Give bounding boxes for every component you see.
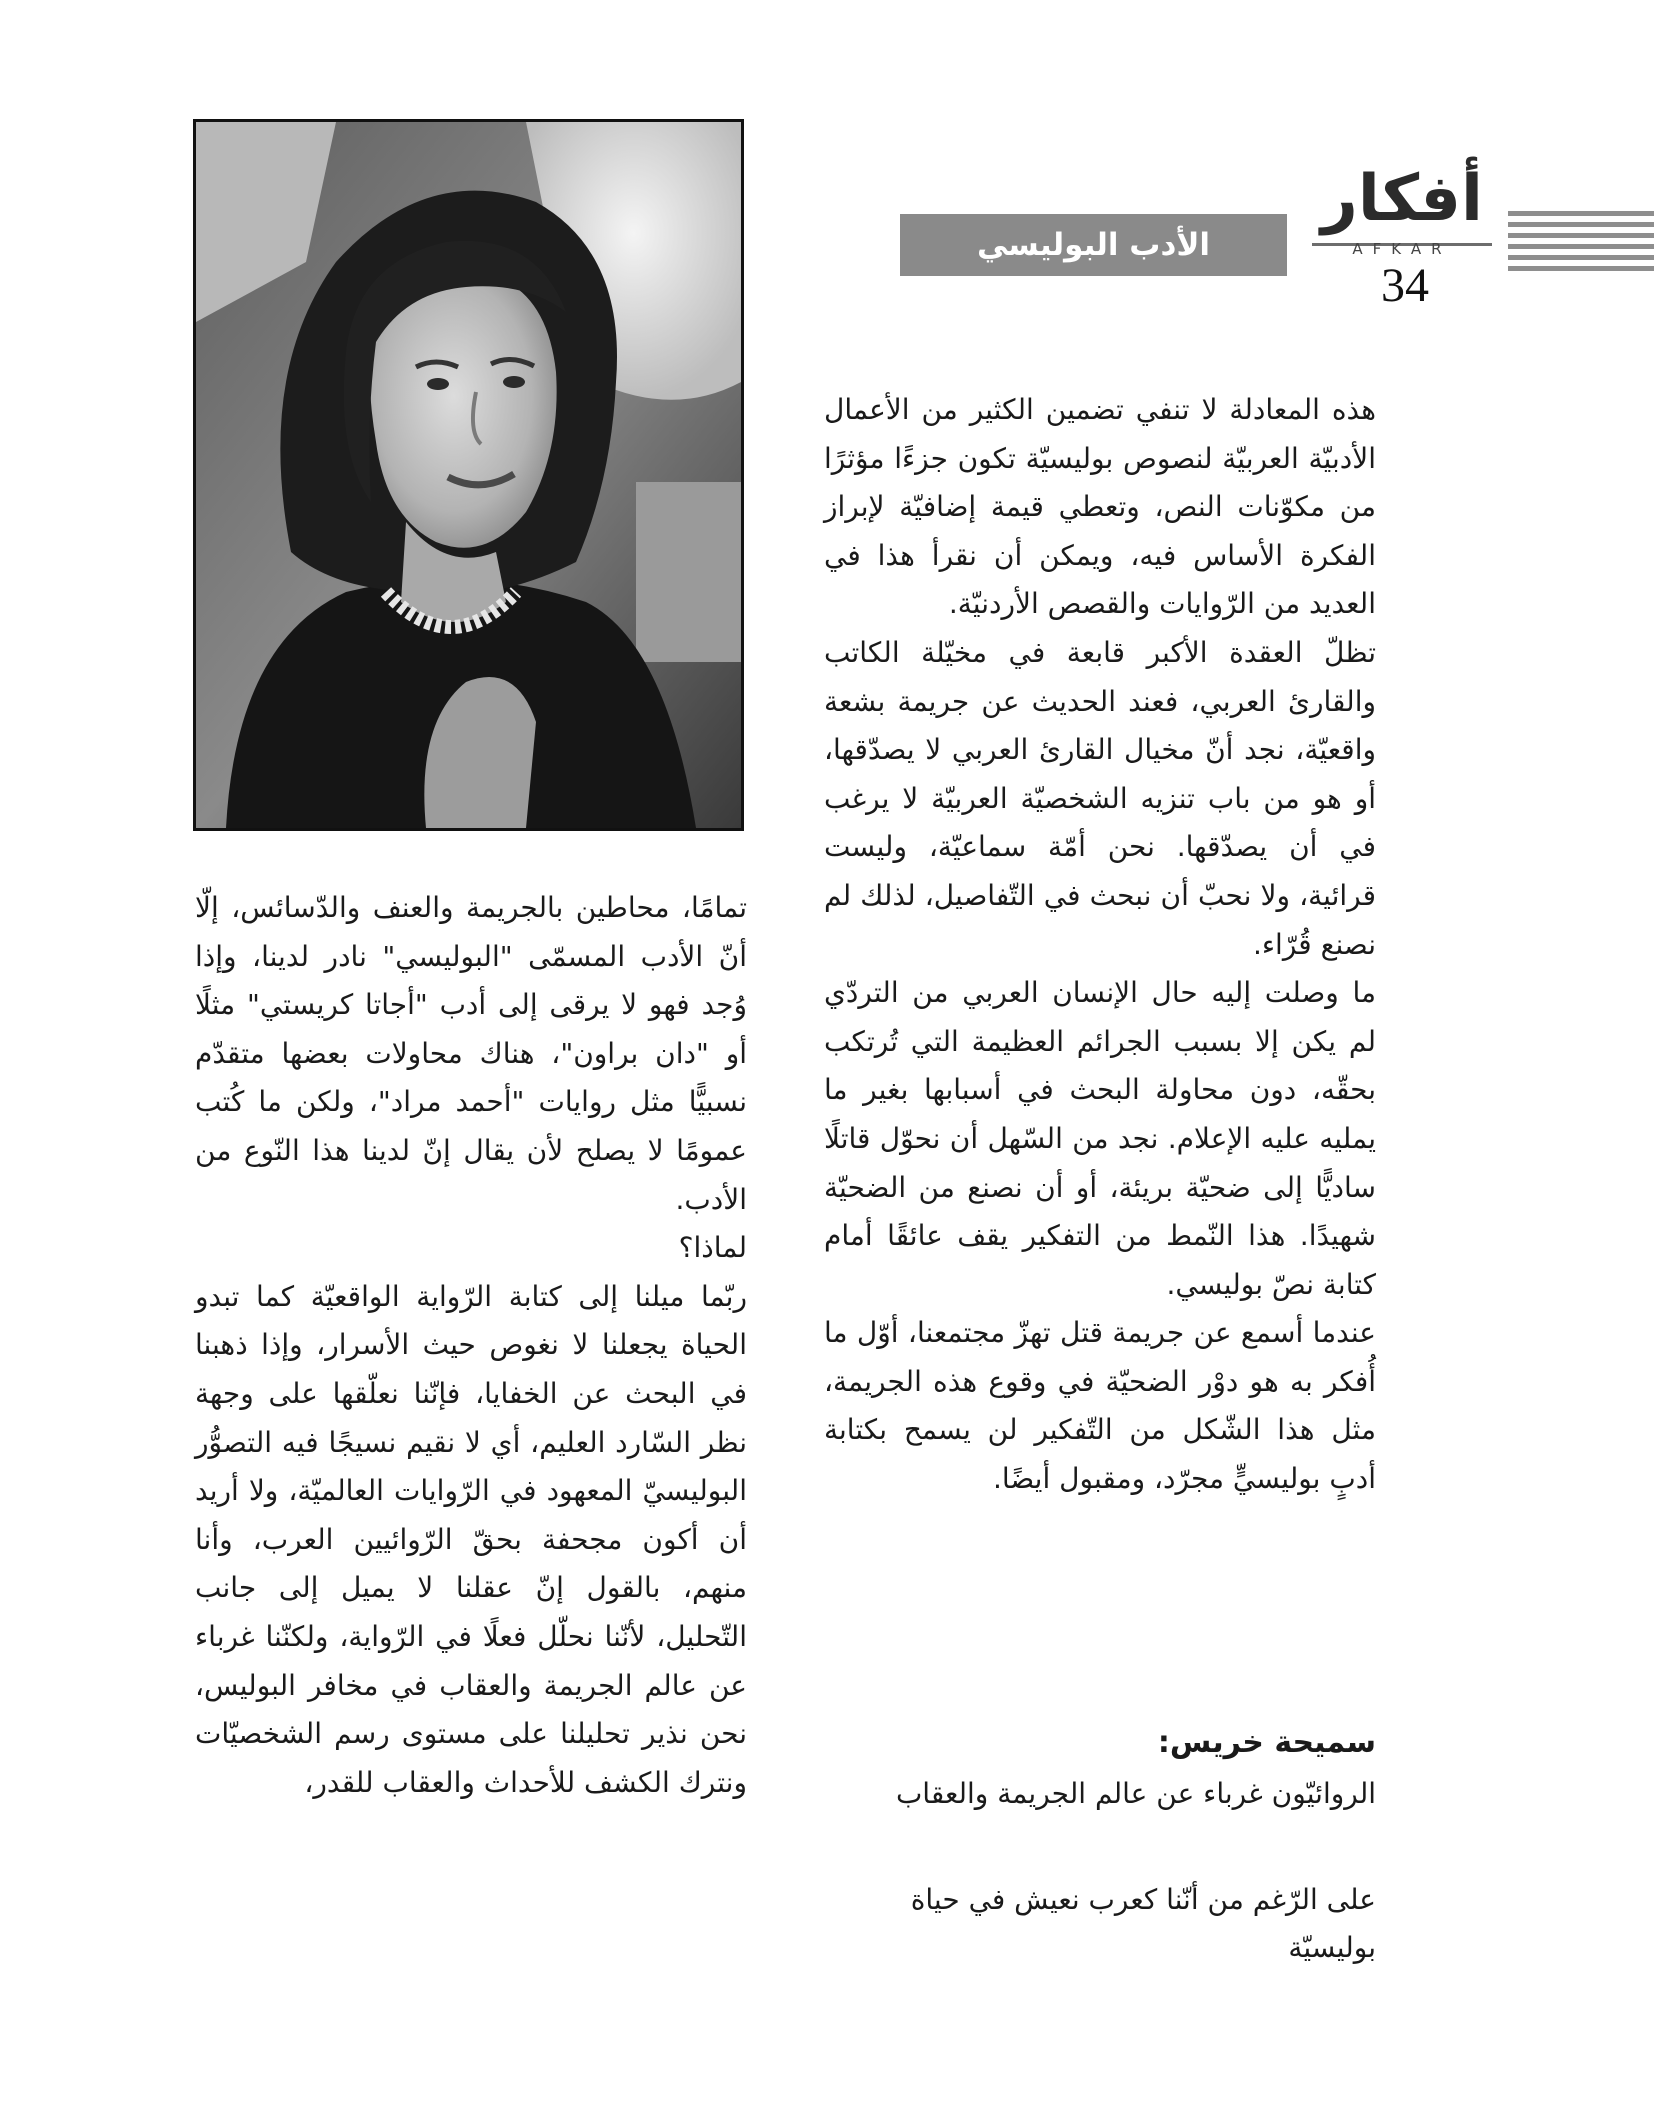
interviewee-byline: سميحة خريس: <box>1157 1725 1376 1760</box>
section-title-banner: الأدب البوليسي <box>900 214 1287 276</box>
subheading: الروائيّون غرباء عن عالم الجريمة والعقاب <box>895 1777 1376 1810</box>
magazine-logo <box>1312 162 1492 258</box>
left-text-column <box>195 884 747 1807</box>
logo-latin: AFKAR <box>1352 240 1452 258</box>
header-stripes-decoration <box>1508 211 1654 275</box>
logo-arabic: أفكار <box>1321 162 1483 236</box>
paragraph: هذه المعادلة لا تنفي تضمين الكثير من الأعمال الأدبيّة العربيّة لنصوص بوليسيّة تكون جزءًا مؤثرًا من مكوّنات النص، وتعطي قيمة إضافيّة لإبراز الفكرة الأساس فيه، ويمكن أن نقرأ هذا في العديد من الرّوايات والقصص الأردنيّة. <box>824 393 1376 621</box>
page-number: 34 <box>1381 259 1429 312</box>
paragraph: عندما أسمع عن جريمة قتل تهزّ مجتمعنا، أوّل ما أُفكر به هو دوْر الضحيّة في وقوع هذه الجريمة، مثل هذا الشّكل من التّفكير لن يسمح بكتابة أدبٍ بوليسيٍّ مجرّد، ومقبول أيضًا. <box>824 1316 1376 1496</box>
paragraph: تمامًا، محاطين بالجريمة والعنف والدّسائس، إلّا أنّ الأدب المسمّى "البوليسي" نادر لدينا، وإذا وُجد فهو لا يرقى إلى أدب "أجاتا كريستي" مثلًا أو "دان براون"، هناك محاولات بعضها متقدّم نسبيًّا مثل روايات "أحمد مراد"، ولكن ما كُتب عمومًا لا يصلح لأن يقال إنّ لدينا هذا النّوع من الأدب. <box>195 891 747 1216</box>
paragraph: ربّما ميلنا إلى كتابة الرّواية الواقعيّة كما تبدو الحياة يجعلنا لا نغوص حيث الأسرار، وإذا ذهبنا في البحث عن الخفايا، فإنّنا نعلّقها على وجهة نظر السّارد العليم، أي لا نقيم نسيجًا فيه التصوُّر البوليسيّ المعهود في الرّوايات العالميّة، ولا أريد أن أكون مجحفة بحقّ الرّوائيين العرب، وأنا منهم، بالقول إنّ عقلنا لا يميل إلى جانب التّحليل، لأنّنا نحلّل فعلًا في الرّواية، ولكنّنا غرباء عن عالم الجريمة والعقاب في مخافر البوليس، نحن نذير تحليلنا على مستوى رسم الشخصيّات ونترك الكشف للأحداث والعقاب للقدر، <box>195 1279 747 1799</box>
paragraph: تظلّ العقدة الأكبر قابعة في مخيّلة الكاتب والقارئ العربي، فعند الحديث عن جريمة بشعة واقعيّة، نجد أنّ مخيال القارئ العربي لا يصدّقها، أو هو من باب تنزيه الشخصيّة العربيّة لا يرغب في أن يصدّقها. نحن أمّة سماعيّة، وليست قرائية، ولا نحبّ أن نبحث في التّفاصيل، لذلك لم نصنع قُرّاء. <box>824 635 1376 961</box>
paragraph-question: لماذا؟ <box>678 1231 747 1265</box>
author-portrait-photo <box>193 119 744 831</box>
right-text-column <box>824 386 1376 1504</box>
paragraph: ما وصلت إليه حال الإنسان العربي من التردّي لم يكن إلا بسبب الجرائم العظيمة التي تُرتكب بحقّه، دون محاولة البحث في أسبابها بغير ما يمليه عليه الإعلام. نجد من السّهل أن نحوّل قاتلًا ساديًّا إلى ضحيّة بريئة، أو أن نصنع من الضحيّة شهيدًا. هذا النّمط من التفكير يقف عائقًا أمام كتابة نصّ بوليسي. <box>824 976 1376 1301</box>
closing-line: على الرّغم من أنّنا كعرب نعيش في حياة بوليسيّة <box>910 1883 1376 1964</box>
